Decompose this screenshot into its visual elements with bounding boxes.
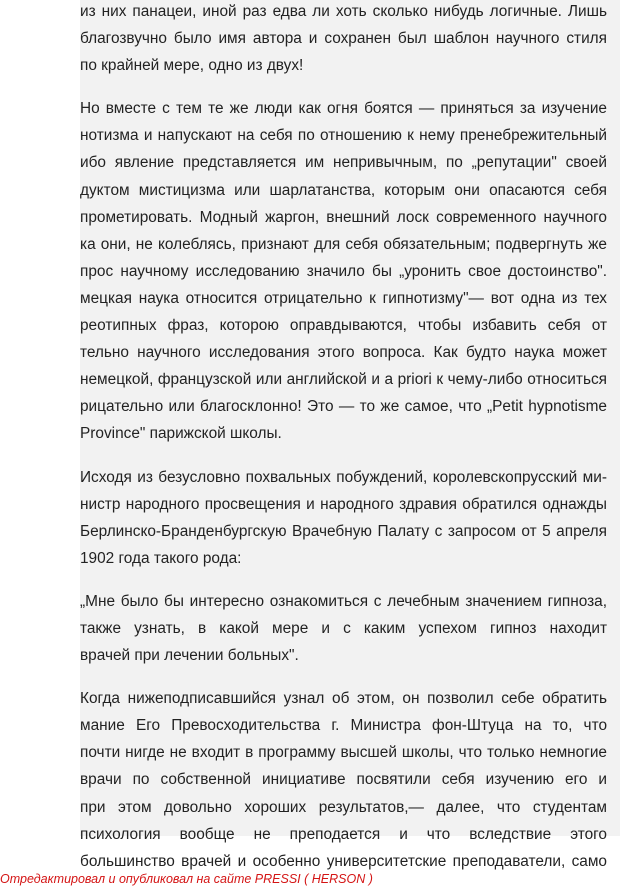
paragraph-2 (80, 95, 607, 447)
text-line: ибо явление представляется им непривычным, по „репутации" своей (80, 154, 607, 172)
text-line: также узнать, в какой мере и с каким успехом гипноз находит (80, 619, 607, 637)
footer-credit: Отредактировал и опубликовал на сайте PRESSI ( HERSON ) (0, 872, 373, 886)
paragraph-1 (80, 0, 607, 79)
text-line: большинство врачей и особенно университетские преподаватели, само (80, 852, 607, 870)
text-line: нистр народного просвещения и народного здравия обратился однажды (80, 495, 607, 513)
text-line: врачей при лечении больных". (80, 647, 299, 665)
text-line: почти нигде не входит в программу высшей школы, что только немногие (80, 744, 607, 762)
text-line: из них панацеи, иной раз едва ли хоть сколько нибудь логичные. Лишь (80, 3, 607, 20)
text-line: по крайней мере, одно из двух! (80, 57, 304, 75)
text-line: Но вместе с тем те же люди как огня боятся — приняться за изучение (80, 100, 607, 118)
text-line: прометировать. Модный жаргон, внешний лоск современного научного (80, 208, 607, 226)
text-line: психология вообще не преподается и что вследствие этого (80, 825, 607, 843)
text-line: Когда нижеподписавшийся узнал об этом, он позволил себе обратить (80, 690, 607, 708)
document-text-body (80, 0, 607, 891)
paragraph-3 (80, 464, 607, 572)
text-line: мание Его Превосходительства г. Министра фон-Штуца на то, что (80, 717, 607, 735)
text-line: тельно научного исследования этого вопроса. Как будто наука может (80, 344, 607, 362)
text-line: рицательно или благосклонно! Это — то же самое, что „Petit hypnotisme (80, 398, 607, 416)
text-line: немецкой, французской или английской и a priori к чему-либо относиться (80, 371, 607, 389)
text-line: реотипных фраз, которою оправдываются, чтобы избавить себя от (80, 317, 607, 335)
text-line: врачи по собственной инициативе посвятили себя изучению его и (80, 771, 607, 789)
text-line: нотизма и напускают на себя по отношению к нему пренебрежительный (80, 127, 607, 145)
text-line: мецкая наука относится отрицательно к гипнотизму"— вот одна из тех (80, 289, 607, 307)
text-line: благозвучно было имя автора и сохранен был шаблон научного стиля (80, 30, 607, 48)
text-line: Province" парижской школы. (80, 425, 282, 443)
paragraph-4-quote (80, 588, 607, 669)
text-line: Исходя из безусловно похвальных побуждений, королевскопрусский ми- (80, 468, 607, 486)
text-line: 1902 года такого рода: (80, 549, 242, 567)
text-line: дуктом мистицизма или шарлатанства, которым они опасаются себя (80, 181, 607, 199)
text-line: Берлинско-Бранденбургскую Врачебную Палату с запросом от 5 апреля (80, 522, 607, 540)
text-line: ка они, не колеблясь, признают для себя обязательным; подвергнуть же (80, 235, 607, 253)
text-line: „Мне было бы интересно ознакомиться с лечебным значением гипноза, (80, 592, 607, 610)
text-line: прос научному исследованию значило бы „уронить свое достоинство". (80, 262, 607, 280)
text-line: при этом довольно хороших результатов,— далее, что студентам (80, 798, 607, 816)
paragraph-5 (80, 685, 607, 875)
